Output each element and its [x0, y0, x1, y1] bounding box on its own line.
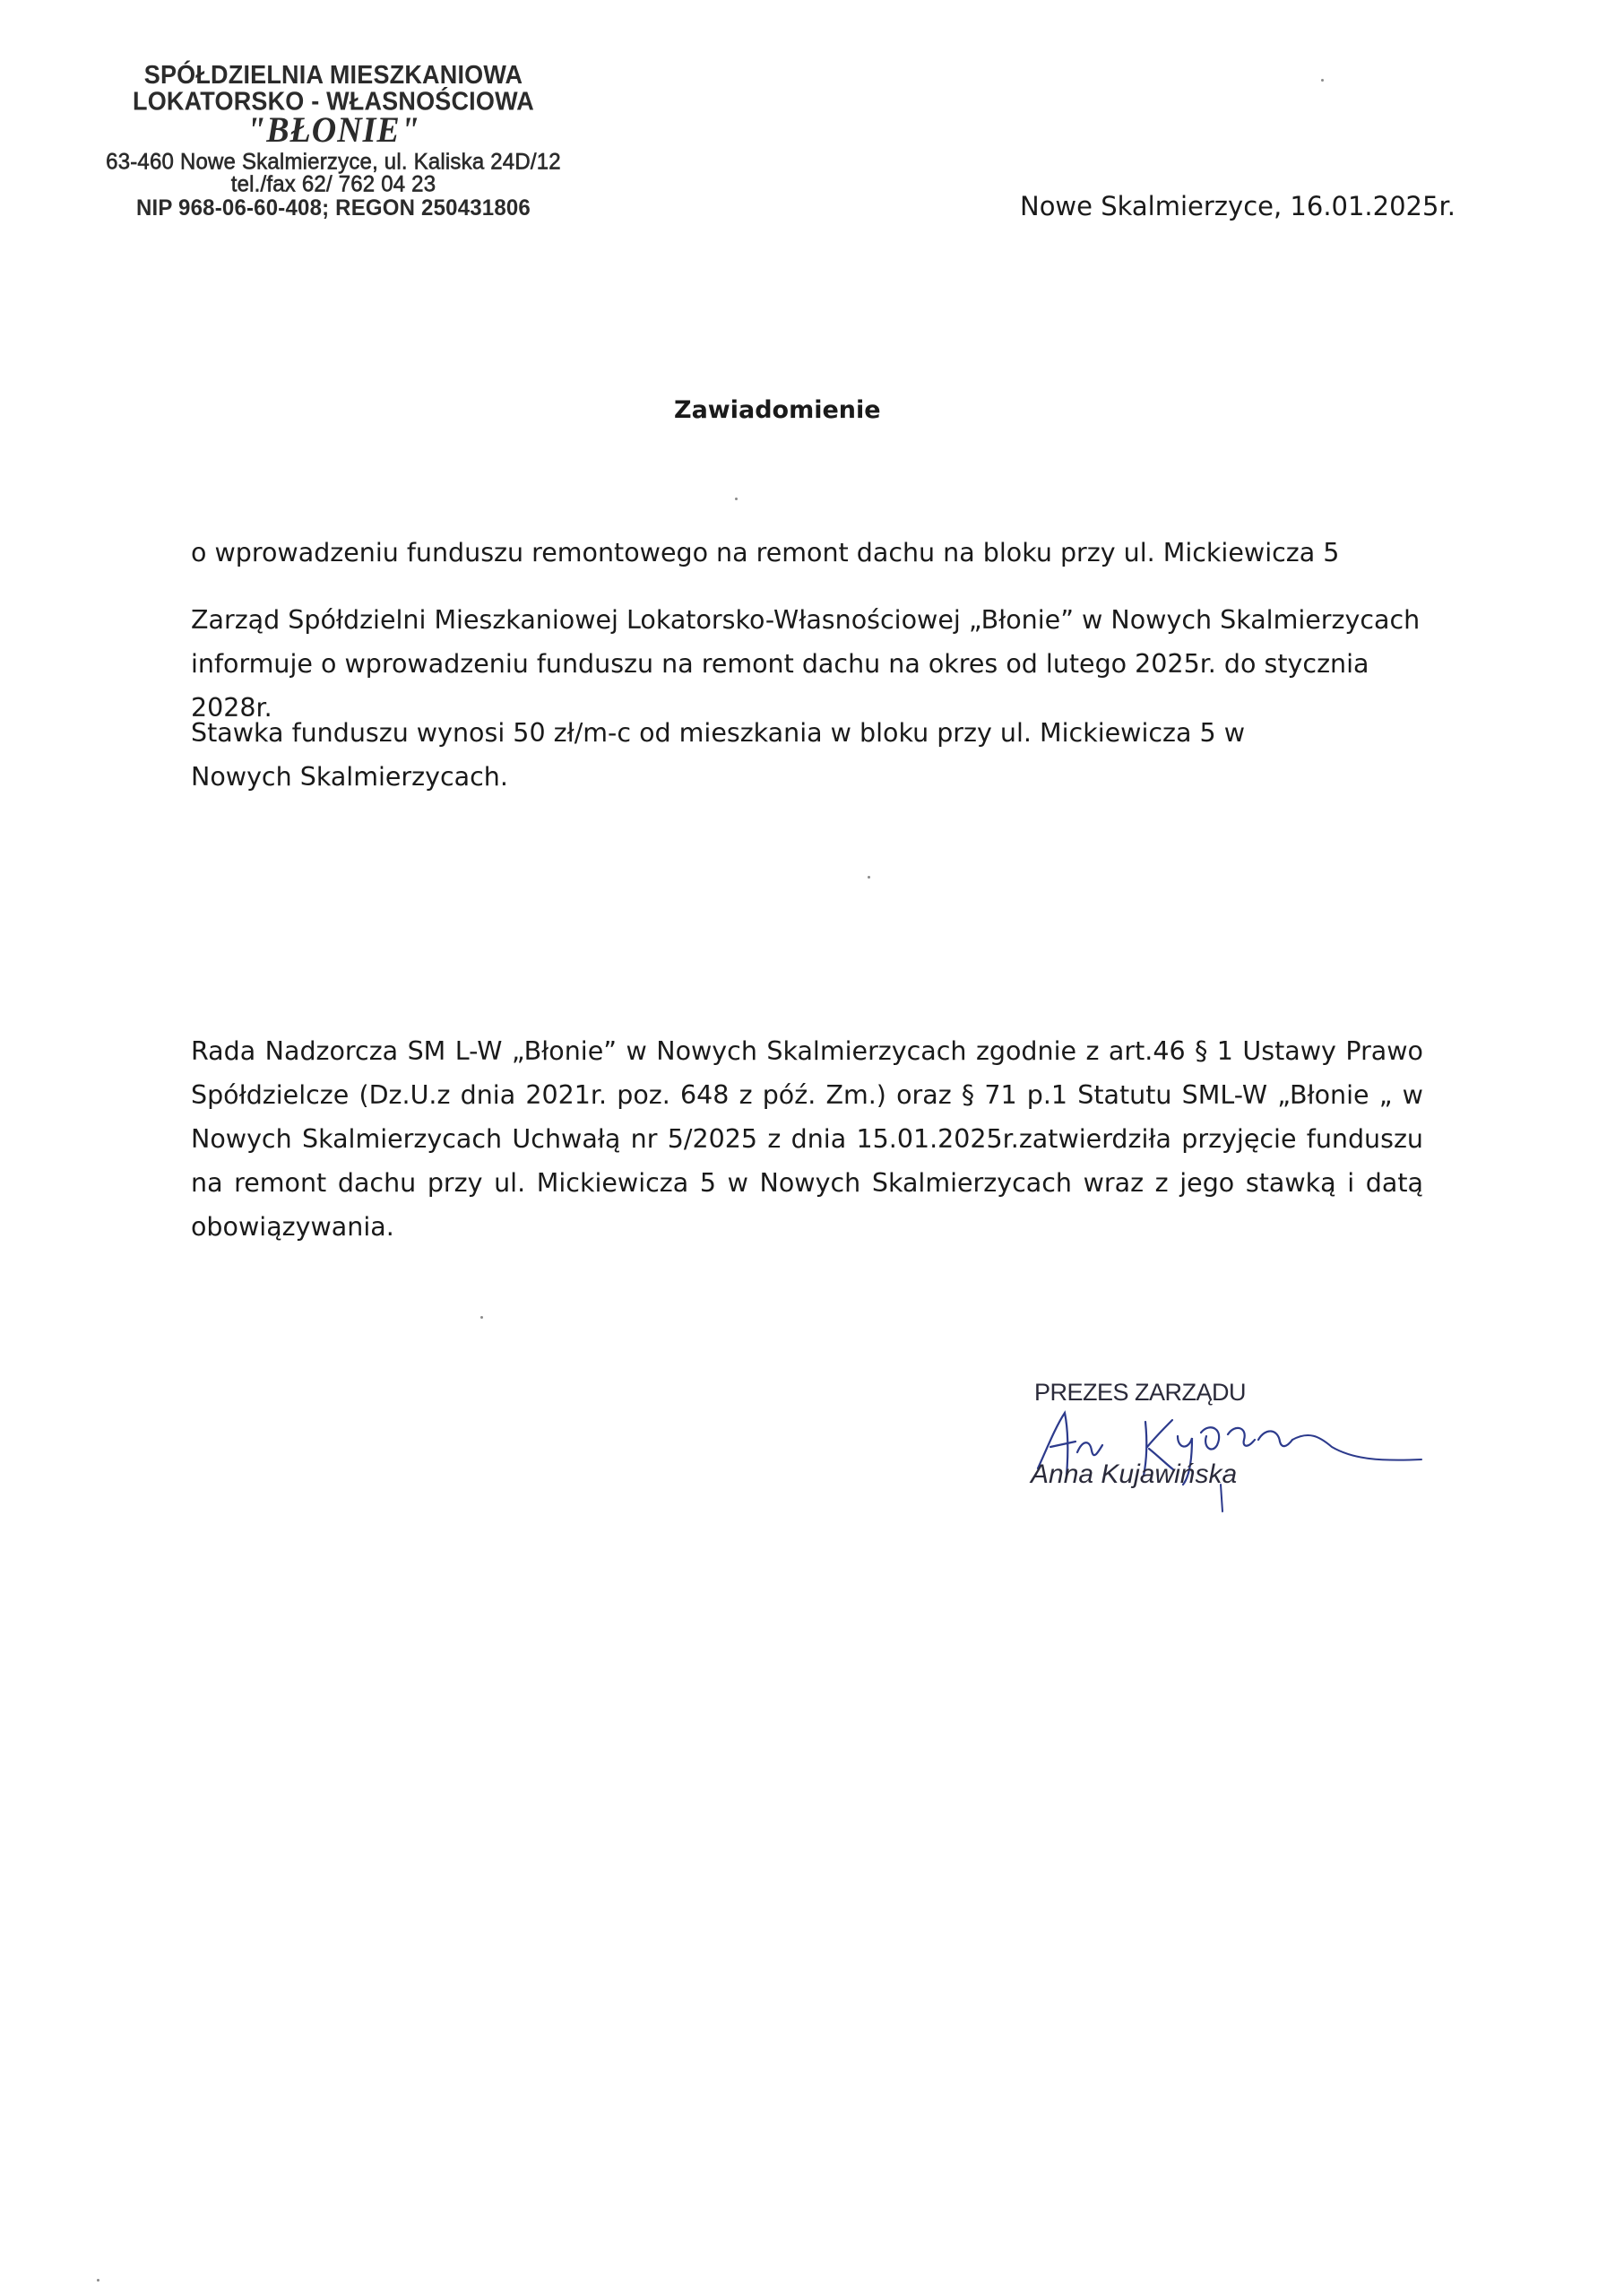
scan-speck — [735, 498, 738, 500]
signature-role: PREZES ZARZĄDU — [1034, 1379, 1247, 1406]
letterhead-phone: tel./fax 62/ 762 04 23 — [230, 171, 436, 198]
scan-speck — [480, 1316, 483, 1319]
letterhead-cooperative-name: "BŁONIE" — [246, 110, 420, 151]
letterhead-stamp — [100, 60, 566, 221]
subject-paragraph: o wprowadzeniu funduszu remontowego na remont dachu na bloku przy ul. Mickiewicza 5 — [191, 538, 1340, 567]
scan-speck — [1321, 79, 1324, 82]
council-paragraph: Rada Nadzorcza SM L-W „Błonie” w Nowych Skalmierzycach zgodnie z art.46 § 1 Ustawy Prawo Spółdzielcze (Dz.U.z dnia 2021r. poz. 648 z póź. Zm.) oraz § 71 p.1 Statutu SML-W „Błonie „ w Nowych Skalmierzycach Uchwałą nr 5/2025 z dnia 15.01.2025r.zatwierdziła przyjęcie funduszu na remont dachu przy ul. Mickiewicza 5 w Nowych Skalmierzycach wraz z jego stawką i datą obowiązywania. — [191, 1036, 1423, 1242]
letterhead-line-2: LOKATORSKO - WŁASNOŚCIOWA — [133, 86, 534, 116]
document-title: Zawiadomienie — [674, 396, 881, 424]
signature-block — [1013, 1377, 1425, 1538]
rate-paragraph: Stawka funduszu wynosi 50 zł/m-c od mieszkania w bloku przy ul. Mickiewicza 5 w Nowych Skalmierzycach. — [191, 718, 1246, 792]
scan-speck — [868, 876, 870, 879]
letterhead-line-1: SPÓŁDZIELNIA MIESZKANIOWA — [143, 60, 523, 90]
signature-name: Anna Kujawińska — [1031, 1459, 1238, 1489]
info-paragraph: Zarząd Spółdzielni Mieszkaniowej Lokatorsko-Własnościowej „Błonie” w Nowych Skalmierzycach informuje o wprowadzeniu funduszu na remont dachu na okres od lutego 2025r. do stycznia 2028r. — [191, 605, 1421, 723]
letterhead-tax-ids: NIP 968-06-60-408; REGON 250431806 — [136, 195, 531, 221]
scan-speck — [97, 2279, 99, 2282]
letterhead-address: 63-460 Nowe Skalmierzyce, ul. Kaliska 24D/12 — [106, 149, 561, 175]
document-date: Nowe Skalmierzyce, 16.01.2025r. — [1020, 191, 1456, 221]
